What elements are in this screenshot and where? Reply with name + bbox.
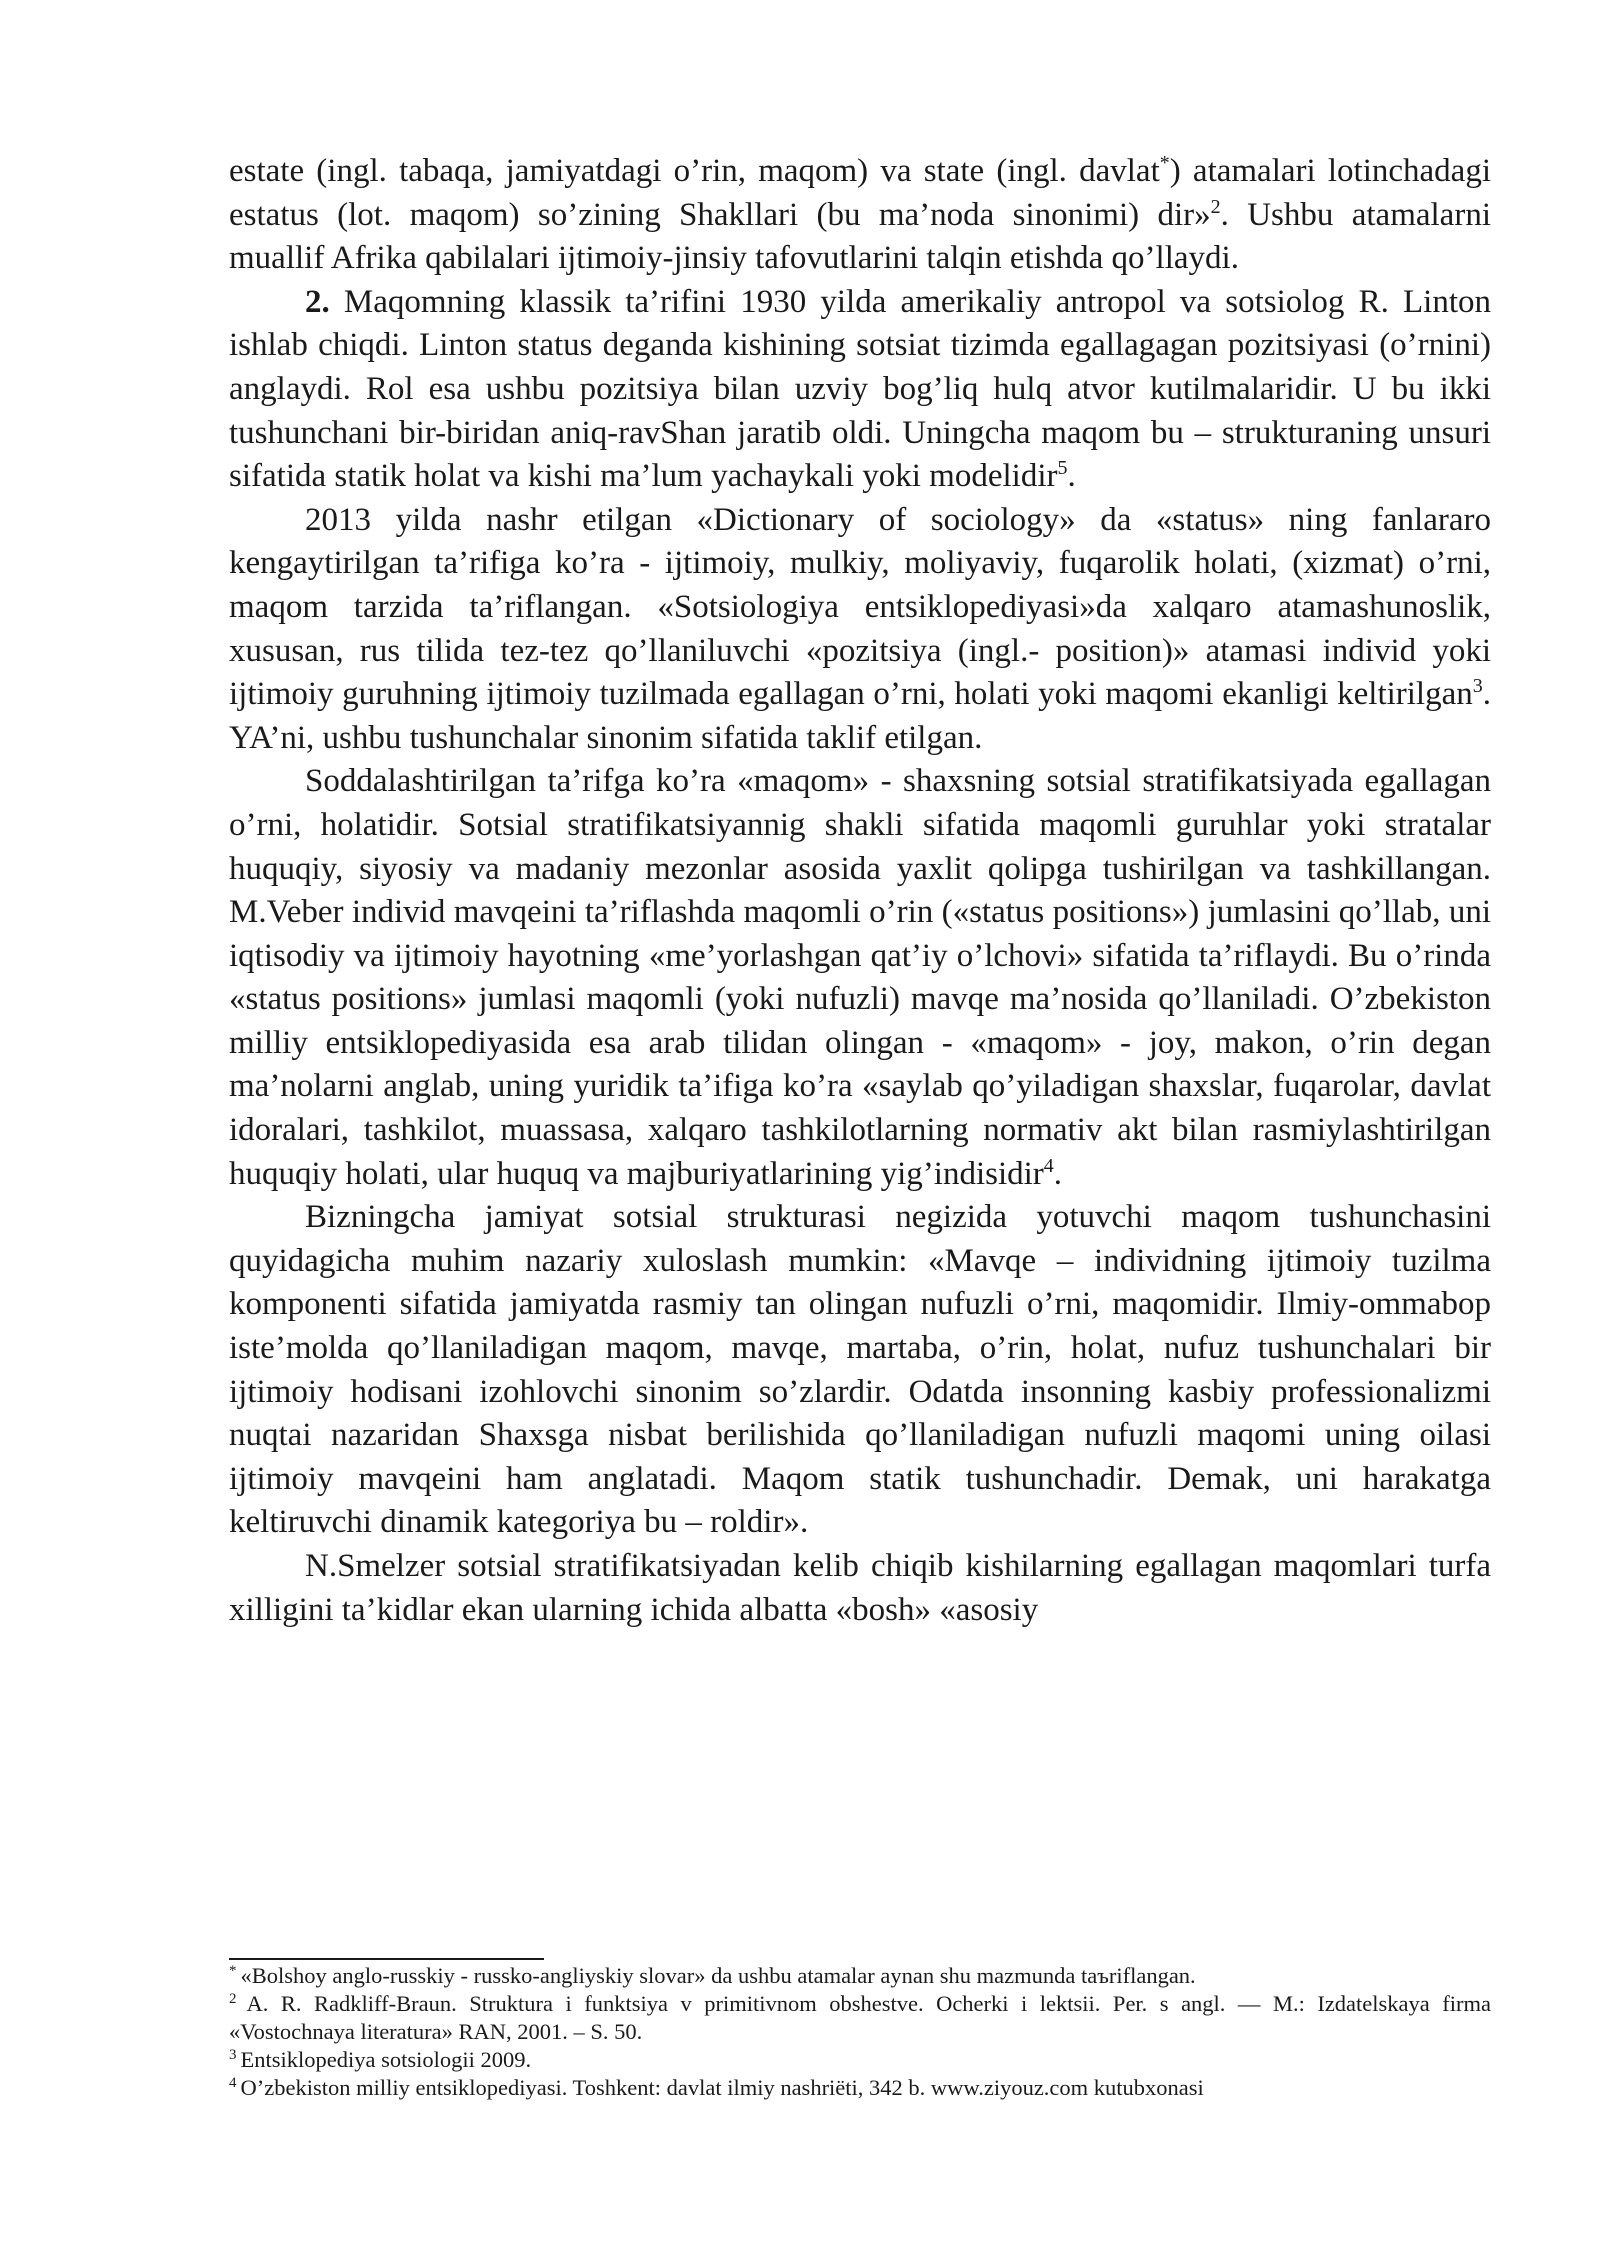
- footnote-text: Entsiklopediya sotsiologii 2009.: [240, 2047, 532, 2072]
- footnote: [229, 2046, 1491, 2074]
- paragraph: 2. Maqomning klassik ta’rifini 1930 yilda amerikaliy antropol va sotsiolog R. Linton ishlab chiqdi. Linton status deganda kishining sotsiat tizimda egallagagan pozitsiyasi (o’rnini) anglaydi. Rol esa ushbu pozitsiya bilan uzviy bog’liq hulq atvor kutilmalaridir. U bu ikki tushunchani bir-biridan aniq-ravShan jaratib oldi. Uningcha maqom bu – strukturaning unsuri sifatida statik holat va kishi ma’lum yachaykali yoki modelidir$^5$.: [229, 283, 1491, 495]
- footnote-text: O’zbekiston milliy entsiklopediyasi. Toshkent: davlat ilmiy nashriёti, 342 b. www.ziyouz.com kutubxonasi: [240, 2075, 1204, 2100]
- footnote-separator: [229, 1958, 544, 1960]
- footnote: [229, 2074, 1491, 2102]
- paragraph: Bizningcha jamiyat sotsial strukturasi negizida yotuvchi maqom tushunchasini quyidagicha muhim nazariy xuloslash mumkin: «Mavqe – individning ijtimoiy tuzilma komponenti sifatida jamiyatda rasmiy tan olingan nufuzli o’rni, maqomidir. Ilmiy-ommabop iste’molda qo’llaniladigan maqom, mavqe, martaba, o’rin, holat, nufuz tushunchalari bir ijtimoiy hodisani izohlovchi sinonim so’zlardir. Odatda insonning kasbiy professionalizmi nuqtai nazaridan Shaxsga nisbat berilishida qo’llaniladigan nufuzli maqomi uning oilasi ijtimoiy mavqeini ham anglatadi. Maqom statik tushunchadir. Demak, uni harakatga keltiruvchi dinamik kategoriya bu – roldir».: [229, 1199, 1491, 1541]
- footnote-mark: 3: [229, 2046, 237, 2063]
- footnote-mark: 2: [229, 1990, 237, 2007]
- paragraph: Soddalashtirilgan ta’rifga ko’ra «maqom» - shaxsning sotsial stratifikatsiyada egallagan o’rni, holatidir. Sotsial stratifikatsiyannig shakli sifatida maqomli guruhlar yoki stratalar huquqiy, siyosiy va madaniy mezonlar asosida yaxlit qolipga tushirilgan va tashkillangan. M.Veber individ mavqeini ta’riflashda maqomli o’rin («status positions») jumlasini qo’llab, uni iqtisodiy va ijtimoiy hayotning «me’yorlashgan qat’iy o’lchovi» sifatida ta’riflaydi. Bu o’rinda «status positions» jumlasi maqomli (yoki nufuzli) mavqe ma’nosida qo’llaniladi. O’zbekiston milliy entsiklopediyasida esa arab tilidan olingan - «maqom» - joy, makon, o’rin degan ma’nolarni anglab, uning yuridik ta’ifiga ko’ra «saylab qo’yiladigan shaxslar, fuqarolar, davlat idoralari, tashkilot, muassasa, xalqaro tashkilotlarning normativ akt bilan rasmiylashtirilgan huquqiy holati, ular huquq va majburiyatlarining yig’indisidir$^4$.: [229, 763, 1491, 1192]
- document-body: [229, 150, 1491, 1632]
- paragraph: estate (ingl. tabaqa, jamiyatdagi o’rin, maqom) va state (ingl. davlat*) atamalari lotinchadagi estatus (lot. maqom) so’zining Shakllari (bu ma’noda sinonimi) dir»$^2$. Ushbu atamalarni muallif Afrika qabilalari ijtimoiy-jinsiy tafovutlarini talqin etishda qo’llaydi.: [229, 152, 1491, 277]
- footnote-ref[interactable]: 5: [1057, 457, 1068, 480]
- paragraph: N.Smelzer sotsial stratifikatsiyadan kelib chiqib kishilarning egallagan maqomlari turfa xilligini ta’kidlar ekan ularning ichida albatta «bosh» «asosiy: [229, 1548, 1491, 1628]
- footnote-ref[interactable]: 3: [1472, 675, 1483, 698]
- footnote-mark: 4: [229, 2074, 237, 2091]
- footnote-ref[interactable]: *: [1159, 152, 1170, 174]
- paragraph-number: 2.: [305, 283, 330, 320]
- footnote-ref[interactable]: 2: [1210, 195, 1221, 218]
- paragraph: 2013 yilda nashr etilgan «Dictionary of sociology» da «status» ning fanlararo kengaytirilgan ta’rifiga ko’ra - ijtimoiy, mulkiy, moliyaviy, fuqarolik holati, (xizmat) o’rni, maqom tarzida ta’riflangan. «Sotsiologiya entsiklopediyasi»da xalqaro atamashunoslik, xususan, rus tilida tez-tez qo’llaniluvchi «pozitsiya (ingl.- position)» atamasi individ yoki ijtimoiy guruhning ijtimoiy tuzilmada egallagan o’rni, holati yoki maqomi ekanligi keltirilgan$^3$. YA’ni, ushbu tushunchalar sinonim sifatida taklif etilgan.: [229, 501, 1491, 756]
- footnote-mark: *: [229, 1962, 237, 1979]
- footnote: [229, 1962, 1491, 1990]
- footnote: [229, 1990, 1491, 2046]
- footnote-ref[interactable]: 4: [1043, 1154, 1054, 1177]
- footnotes: [229, 1962, 1491, 2102]
- footnote-text: «Bolshoy anglo-russkiy - russko-angliyskiy slovar» da ushbu atamalar aynan shu mazmunda taъriflangan.: [240, 1963, 1196, 1988]
- footnote-text: A. R. Radkliff-Braun. Struktura i funktsiya v primitivnom obshestve. Ocherki i lektsii. Per. s angl. — M.: Izdatelskaya firma «Vostochnaya literatura» RAN, 2001. – S. 50.: [229, 1991, 1491, 2044]
